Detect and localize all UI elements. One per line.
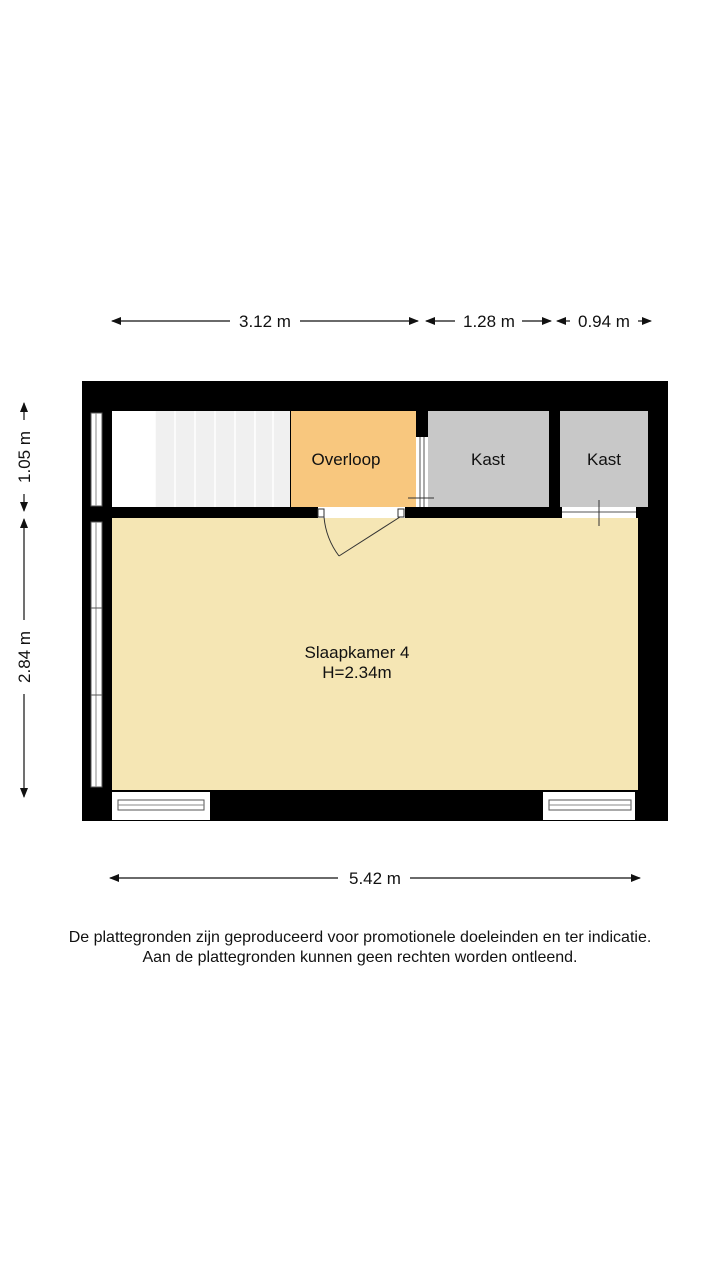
- disclaimer: [0, 928, 720, 968]
- disclaimer-line-2: Aan de plattegronden kunnen geen rechten worden ontleend.: [142, 949, 578, 966]
- dimension-label-bottom-total: 5.42 m: [349, 869, 401, 888]
- dimension-label-left-lower: 2.84 m: [15, 631, 34, 683]
- dimension-bottom-total: [110, 869, 640, 888]
- dimension-left-lower: [15, 519, 34, 797]
- dimension-label-top-kast-1: 1.28 m: [463, 312, 515, 331]
- window-left-lower: [91, 522, 102, 787]
- window-bottom-left: [112, 792, 210, 820]
- dimension-label-top-kast-2: 0.94 m: [578, 312, 630, 331]
- dimension-top-stairs: [112, 312, 418, 331]
- dimension-top-kast-1: [426, 312, 551, 331]
- window-bottom-right: [543, 792, 635, 820]
- dimension-label-top-stairs: 3.12 m: [239, 312, 291, 331]
- dimension-label-left-upper: 1.05 m: [15, 431, 34, 483]
- label-slaapkamer-height: H=2.34m: [322, 663, 392, 682]
- label-slaapkamer-name: Slaapkamer 4: [304, 643, 410, 662]
- label-kast-1: Kast: [470, 450, 506, 469]
- disclaimer-line-1: De plattegronden zijn geproduceerd voor promotionele doeleinden en ter indicatie.: [68, 929, 652, 946]
- stairs: [112, 411, 290, 507]
- dimension-left-upper: [15, 403, 34, 511]
- dimension-top-kast-2: [557, 312, 651, 331]
- label-overloop: Overloop: [311, 450, 381, 469]
- window-left-upper: [91, 413, 102, 506]
- label-kast-2: Kast: [586, 450, 622, 469]
